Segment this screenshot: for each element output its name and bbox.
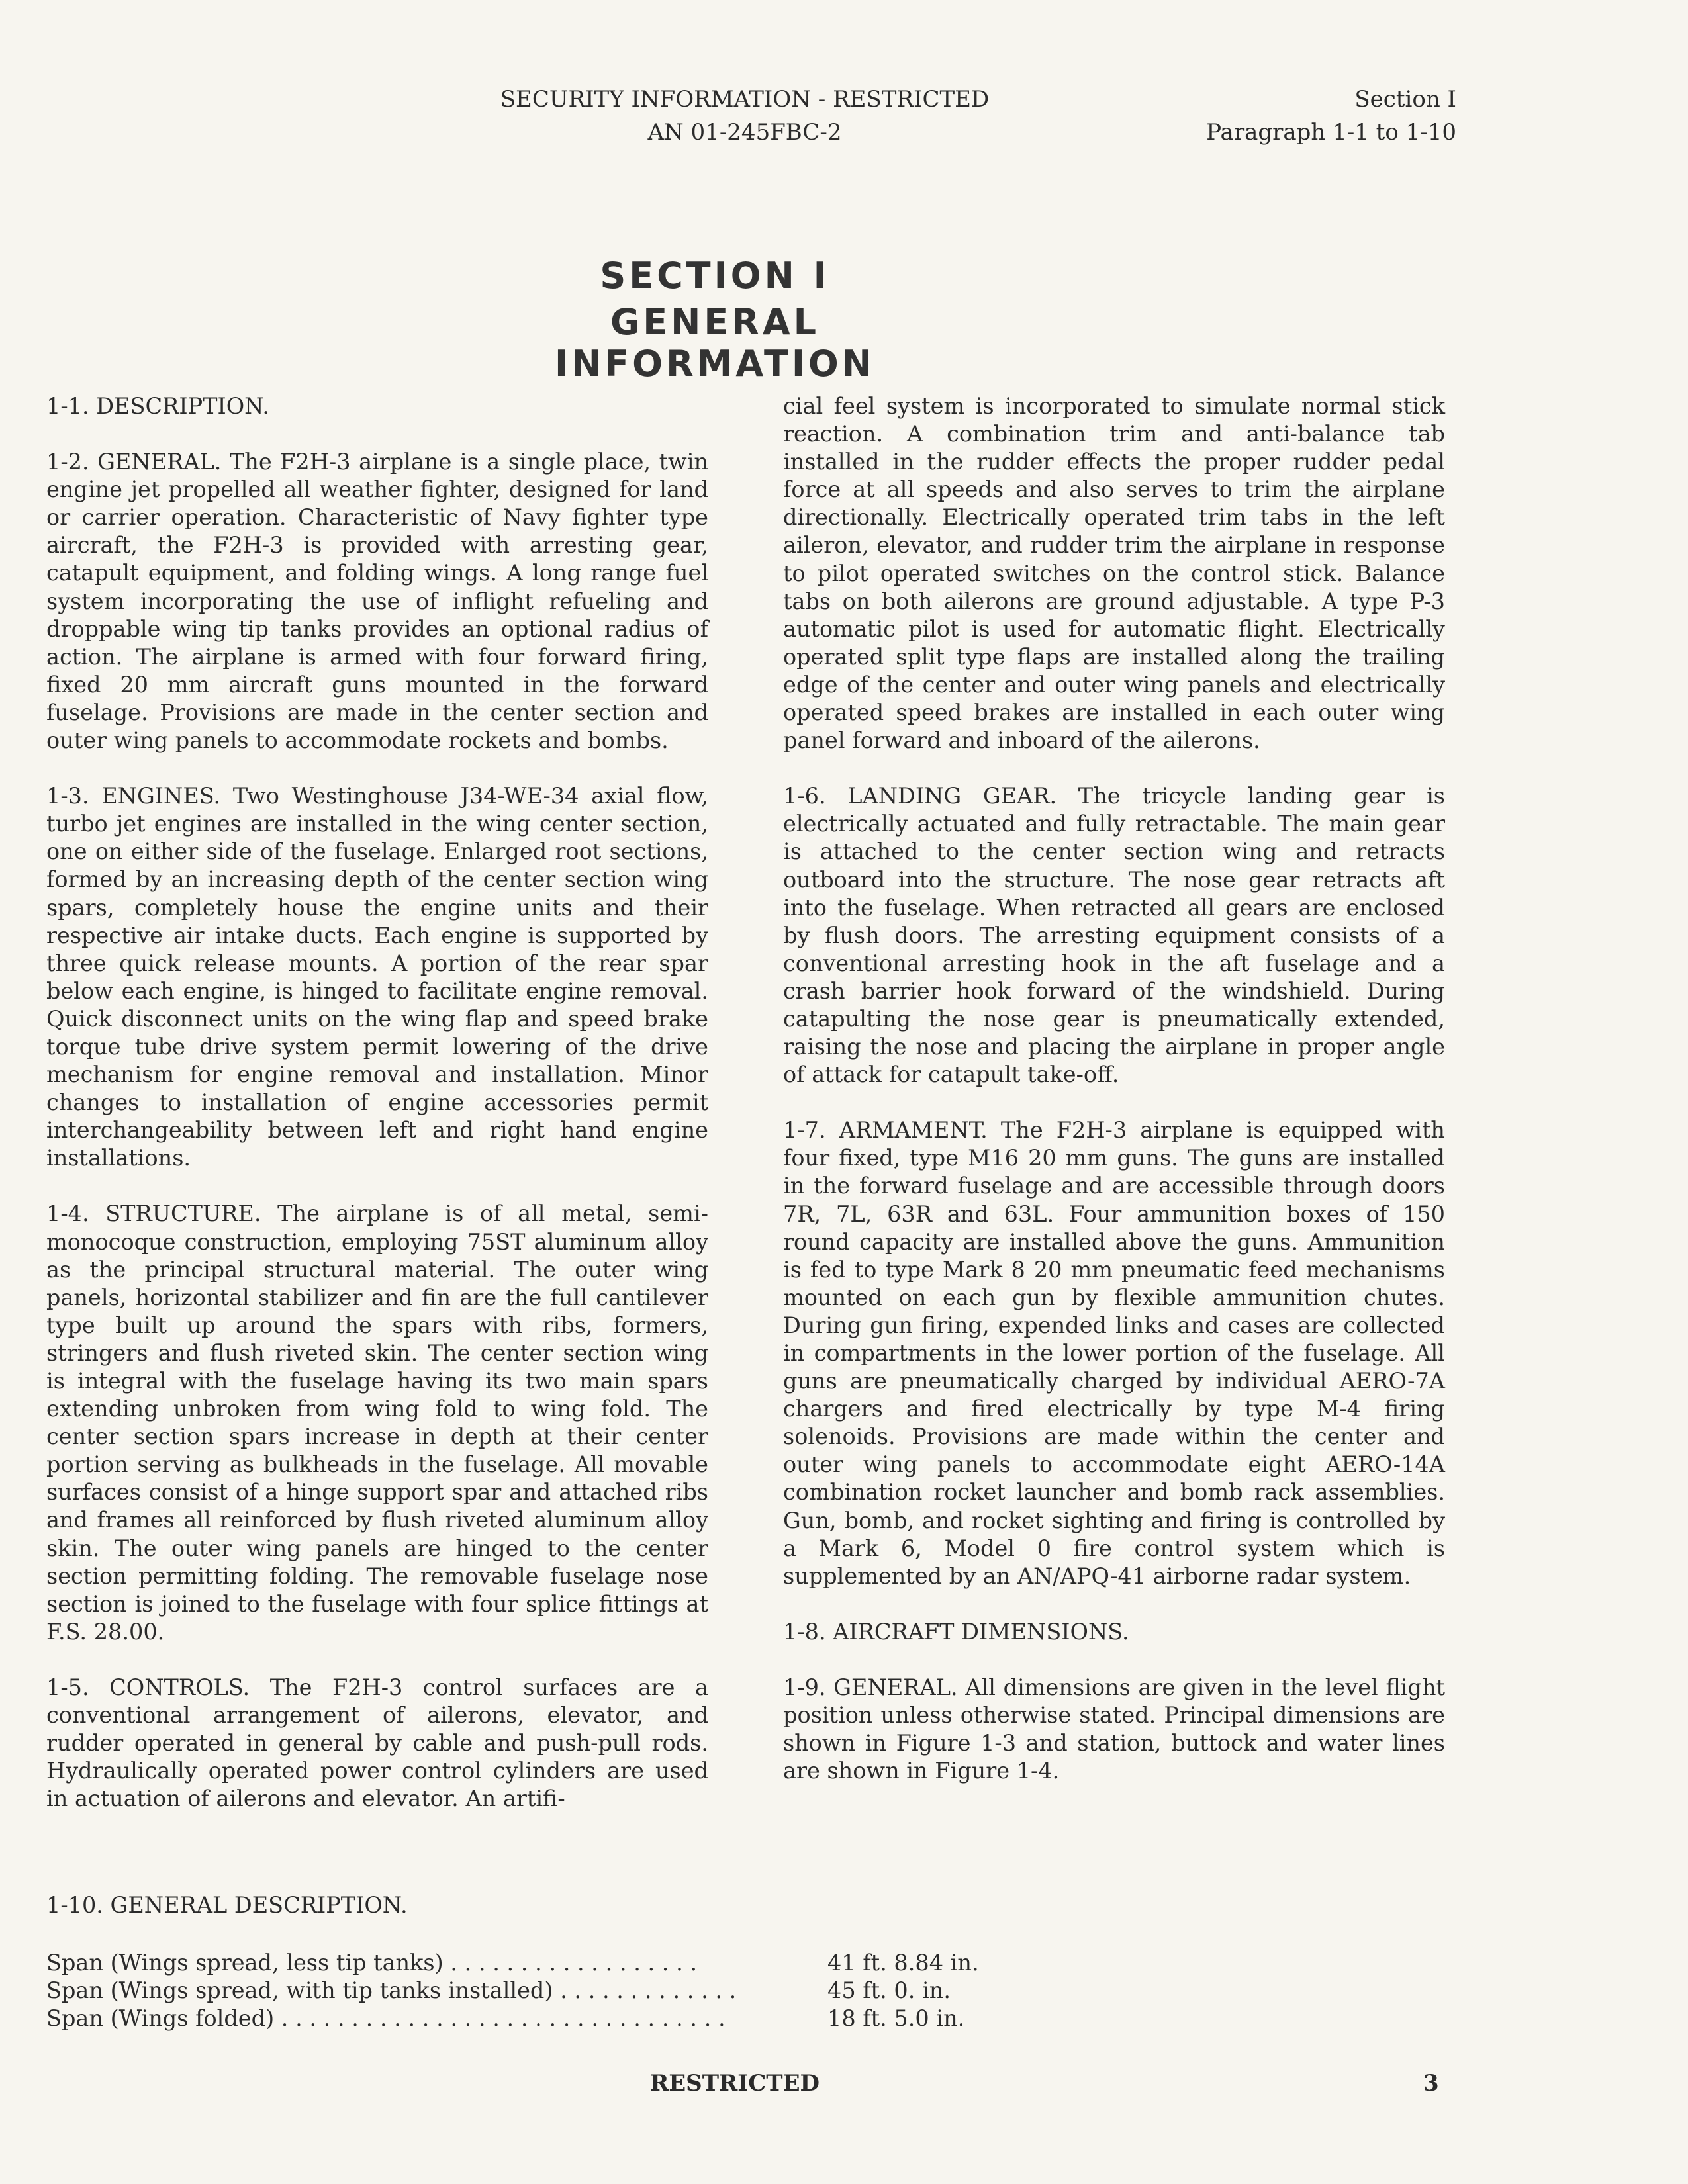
paragraph-1-9: 1-9. GENERAL. All dimensions are given in the level flight position unless otherwise stated. Principal dimensions are shown in Figure 1-3 and station, buttock and water lines are shown in Figure 1-4. <box>783 1674 1445 1784</box>
table-row <box>46 1977 1105 2005</box>
dimension-value: 18 ft. 5.0 in. <box>827 2005 965 2031</box>
paragraph-1-5-continued: cial feel system is incorporated to simulate normal stick reaction. A combination trim and anti-balance tab installed in the rudder effects the proper rudder pedal force at all speeds and also serves to trim the airplane directionally. Electrically operated trim tabs in the left aileron, elevator, and rudder trim the airplane in response to pilot operated switches on the control stick. Balance tabs on both ailerons are ground adjustable. A type P-3 automatic pilot is used for automatic flight. Electrically operated split type flaps are installed along the trailing edge of the center and outer wing panels and electrically operated speed brakes are installed in each outer wing panel forward and inboard of the ailerons. <box>783 393 1445 754</box>
paragraph-1-3: 1-3. ENGINES. Two Westinghouse J34-WE-34 axial flow, turbo jet engines are installed in the wing center section, one on either side of the fuselage. Enlarged root sections, formed by an increasing depth of the center section wing spars, completely house the engine units and their respective air intake ducts. Each engine is supported by three quick release mounts. A portion of the rear spar below each engine, is hinged to facilitate engine removal. Quick disconnect units on the wing flap and speed brake torque tube drive system permit lowering of the drive mechanism for engine removal and installation. Minor changes to installation of engine accessories permit interchangeability between left and right hand engine installations. <box>46 783 708 1171</box>
paragraph-range: Paragraph 1-1 to 1-10 <box>1206 119 1456 146</box>
dimension-value: 45 ft. 0. in. <box>827 1978 951 2003</box>
paragraph-1-10-heading: 1-10. GENERAL DESCRIPTION. <box>46 1892 408 1918</box>
table-row <box>46 2005 1105 2032</box>
section-label: Section I <box>1354 86 1456 113</box>
paragraph-1-2: 1-2. GENERAL. The F2H-3 airplane is a single place, twin engine jet propelled all weather fighter, designed for land or carrier operation. Characteristic of Navy fighter type aircraft, the F2H-3 is provided with arresting gear, catapult equipment, and folding wings. A long range fuel system incorporating the use of inflight refueling and droppable wing tip tanks provides an optional radius of action. The airplane is armed with four forward firing, fixed 20 mm aircraft guns mounted in the forward fuselage. Provisions are made in the center section and outer wing panels to accommodate rockets and bombs. <box>46 449 708 754</box>
section-title: SECTION I <box>600 255 830 296</box>
right-column <box>783 392 1445 1813</box>
left-column <box>46 392 708 1841</box>
dimension-label: Span (Wings spread, less tip tanks) . . . . . . . . . . . . . . . . . . <box>46 1950 698 1976</box>
security-classification-header: SECURITY INFORMATION - RESTRICTED <box>500 86 990 113</box>
page-number: 3 <box>1423 2070 1439 2097</box>
paragraph-1-6: 1-6. LANDING GEAR. The tricycle landing gear is electrically actuated and fully retractable. The main gear is attached to the center section wing and retracts outboard into the structure. The nose gear retracts aft into the fuselage. When retracted all gears are enclosed by flush doors. The arresting equipment consists of a conventional arresting hook in the aft fuselage and a crash barrier hook forward of the windshield. During catapulting the nose gear is pneumatically extended, raising the nose and placing the airplane in proper angle of attack for catapult take-off. <box>783 783 1445 1088</box>
dimension-label: Span (Wings spread, with tip tanks installed) . . . . . . . . . . . . . <box>46 1978 737 2003</box>
dimensions-table <box>46 1949 1105 2032</box>
footer-classification: RESTRICTED <box>650 2070 820 2097</box>
paragraph-1-4: 1-4. STRUCTURE. The airplane is of all metal, semi-monocoque construction, employing 75ST aluminum alloy as the principal structural material. The outer wing panels, horizontal stabilizer and fin are the full cantilever type built up around the spars with ribs, formers, stringers and flush riveted skin. The center section wing is integral with the fuselage having its two main spars extending unbroken from wing fold to wing fold. The center section spars increase in depth at their center portion serving as bulkheads in the fuselage. All movable surfaces consist of a hinge support spar and attached ribs and frames all reinforced by flush riveted aluminum alloy skin. The outer wing panels are hinged to the center section permitting folding. The removable fuselage nose section is joined to the fuselage with four splice fittings at F.S. 28.00. <box>46 1201 708 1645</box>
paragraph-1-1: 1-1. DESCRIPTION. <box>46 393 269 419</box>
paragraph-1-8: 1-8. AIRCRAFT DIMENSIONS. <box>783 1618 1129 1645</box>
dimension-value: 41 ft. 8.84 in. <box>827 1950 979 1976</box>
section-subtitle: GENERAL INFORMATION <box>554 301 876 385</box>
paragraph-1-7: 1-7. ARMAMENT. The F2H-3 airplane is equipped with four fixed, type M16 20 mm guns. The guns are installed in the forward fuselage and are accessible through doors 7R, 7L, 63R and 63L. Four ammunition boxes of 150 round capacity are installed above the guns. Ammunition is fed to type Mark 8 20 mm pneumatic feed mechanisms mounted on each gun by flexible ammunition chutes. During gun firing, expended links and cases are collected in compartments in the lower portion of the fuselage. All guns are pneumatically charged by individual AERO-7A chargers and fired electrically by type M-4 firing solenoids. Provisions are made within the center and outer wing panels to accommodate eight AERO-14A combination rocket launcher and bomb rack assemblies. Gun, bomb, and rocket sighting and firing is controlled by a Mark 6, Model 0 fire control system which is supplemented by an AN/APQ-41 airborne radar system. <box>783 1117 1445 1589</box>
paragraph-1-5: 1-5. CONTROLS. The F2H-3 control surfaces are a conventional arrangement of ailerons, elevator, and rudder operated in general by cable and push-pull rods. Hydraulically operated power control cylinders are used in actuation of ailerons and elevator. An artifi- <box>46 1674 708 1812</box>
table-row <box>46 1949 1105 1977</box>
document-number: AN 01-245FBC-2 <box>647 119 842 146</box>
dimension-label: Span (Wings folded) . . . . . . . . . . . . . . . . . . . . . . . . . . . . . . . . <box>46 2005 726 2031</box>
